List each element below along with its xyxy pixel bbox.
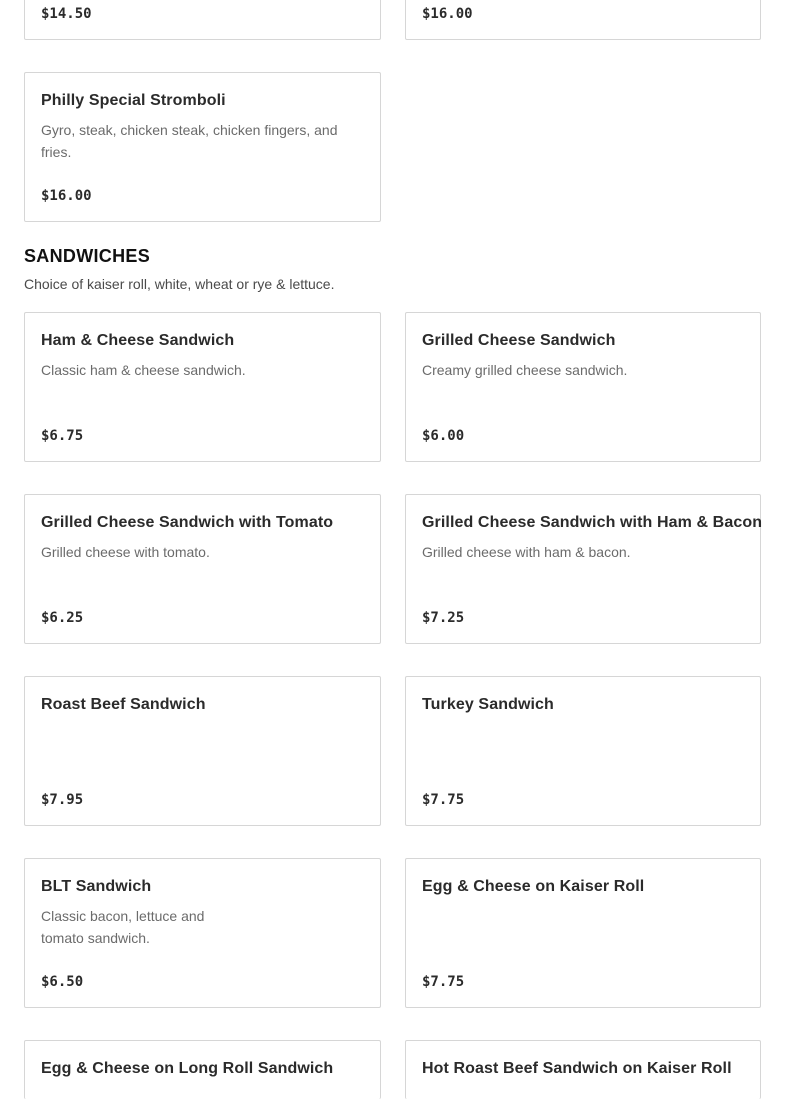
item-price: $16.00 — [422, 6, 473, 22]
item-price: $7.75 — [422, 792, 465, 808]
menu-item-card[interactable] — [405, 1040, 761, 1099]
item-name: BLT Sandwich — [41, 878, 152, 895]
section-subtitle: Choice of kaiser roll, white, wheat or rye & lettuce. — [24, 276, 335, 292]
item-description: Creamy grilled cheese sandwich. — [422, 362, 628, 378]
item-description: Gyro, steak, chicken steak, chicken fingers, and fries. — [41, 122, 338, 160]
item-name: Roast Beef Sandwich — [41, 696, 206, 713]
menu-item-card[interactable] — [24, 0, 381, 40]
item-name: Grilled Cheese Sandwich — [422, 332, 616, 349]
menu-item-card[interactable] — [405, 312, 761, 462]
item-name: Philly Special Stromboli — [41, 92, 226, 109]
item-description: Classic bacon, lettuce and tomato sandwich. — [41, 908, 205, 946]
menu-item-card[interactable] — [405, 0, 761, 40]
item-price: $6.75 — [41, 428, 84, 444]
item-price: $6.25 — [41, 610, 84, 626]
menu-item-card[interactable] — [24, 312, 381, 462]
item-price: $7.75 — [422, 974, 465, 990]
menu-item-card[interactable] — [24, 1040, 381, 1099]
menu-item-card[interactable] — [405, 858, 761, 1008]
item-description: Grilled cheese with tomato. — [41, 544, 210, 560]
item-name: Turkey Sandwich — [422, 696, 554, 713]
menu-item-card[interactable] — [405, 676, 761, 826]
menu-item-card[interactable] — [24, 858, 381, 1008]
menu-item-card[interactable] — [24, 72, 381, 222]
item-name: Hot Roast Beef Sandwich on Kaiser Roll — [422, 1060, 732, 1077]
item-name: Egg & Cheese on Kaiser Roll — [422, 878, 645, 895]
menu-item-card[interactable] — [405, 494, 761, 644]
section-title: SANDWICHES — [24, 246, 151, 266]
item-price: $16.00 — [41, 188, 92, 204]
item-name: Grilled Cheese Sandwich with Tomato — [41, 514, 334, 531]
item-price: $6.50 — [41, 974, 84, 990]
item-name: Egg & Cheese on Long Roll Sandwich — [41, 1060, 334, 1077]
item-price: $14.50 — [41, 6, 92, 22]
item-price: $7.25 — [422, 610, 465, 626]
menu-item-card[interactable] — [24, 676, 381, 826]
item-name: Ham & Cheese Sandwich — [41, 332, 235, 349]
menu-item-card[interactable] — [24, 494, 381, 644]
item-price: $7.95 — [41, 792, 84, 808]
item-name: Grilled Cheese Sandwich with Ham & Bacon — [422, 514, 763, 531]
item-description: Classic ham & cheese sandwich. — [41, 362, 246, 378]
item-description: Grilled cheese with ham & bacon. — [422, 544, 631, 560]
item-price: $6.00 — [422, 428, 465, 444]
